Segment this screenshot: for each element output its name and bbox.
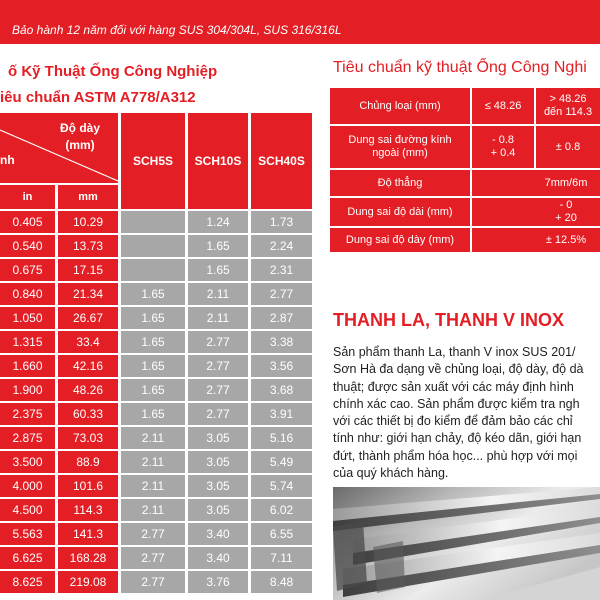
flat-bar-heading: THANH LA, THANH V INOX bbox=[333, 310, 564, 330]
straightness-value-cell bbox=[472, 170, 600, 196]
sch40s-cell: 2.87 bbox=[251, 307, 312, 329]
type-large-value-line1: > 48.26 bbox=[549, 93, 587, 105]
mm-subheader: mm bbox=[58, 185, 118, 209]
thickness-value-cell bbox=[472, 228, 600, 252]
warranty-text: Bảo hành 12 năm đối với hàng SUS 304/304L, SUS 316/316L bbox=[12, 23, 342, 37]
sch40s-cell: 6.02 bbox=[251, 499, 312, 521]
sch5s-cell: 1.65 bbox=[121, 283, 185, 305]
size-mm-cell: 73.03 bbox=[58, 427, 118, 449]
size-inch-cell: 4.500 bbox=[0, 499, 55, 521]
sch5s-header: SCH5S bbox=[121, 113, 185, 209]
inch-subheader: in bbox=[0, 185, 55, 209]
sch40s-cell: 6.55 bbox=[251, 523, 312, 545]
sch10s-cell: 3.40 bbox=[188, 523, 248, 545]
size-mm-cell: 42.16 bbox=[58, 355, 118, 377]
flat-bar-description bbox=[333, 344, 600, 482]
sch40s-cell: 3.38 bbox=[251, 331, 312, 353]
type-label-cell bbox=[330, 88, 470, 124]
sch5s-cell: 2.77 bbox=[121, 523, 185, 545]
sch10s-cell: 1.65 bbox=[188, 259, 248, 281]
sch40s-cell: 5.74 bbox=[251, 475, 312, 497]
size-mm-cell: 13.73 bbox=[58, 235, 118, 257]
size-mm-cell: 114.3 bbox=[58, 499, 118, 521]
sch40s-cell: 1.73 bbox=[251, 211, 312, 233]
size-inch-cell: 3.500 bbox=[0, 451, 55, 473]
steel-angle-bars-image bbox=[333, 487, 600, 600]
description-line: Sơn Hà đa dạng về chủng loại, độ dày, độ dà bbox=[333, 362, 584, 377]
length-value-cell bbox=[472, 198, 600, 226]
sch40s-cell: 3.91 bbox=[251, 403, 312, 425]
length-value-minus: - 0 bbox=[559, 199, 573, 211]
sch40s-cell: 2.77 bbox=[251, 283, 312, 305]
sch40s-cell: 5.16 bbox=[251, 427, 312, 449]
od-label-cell bbox=[330, 126, 470, 168]
pipe-spec-table bbox=[0, 113, 312, 593]
sch10s-cell: 3.76 bbox=[188, 571, 248, 593]
size-header-label: nh bbox=[0, 153, 15, 167]
size-mm-cell: 21.34 bbox=[58, 283, 118, 305]
type-large-cell bbox=[536, 88, 600, 124]
sch5s-cell bbox=[121, 235, 185, 257]
description-line: Sản phẩm thanh La, thanh V inox SUS 201/ bbox=[333, 345, 576, 359]
description-line: đứt, thành phẩm hóa học... phù hợp với mọi bbox=[333, 448, 578, 463]
size-inch-cell: 6.625 bbox=[0, 547, 55, 569]
od-label-line2: ngoài (mm) bbox=[372, 147, 428, 159]
steel-bars-photo bbox=[333, 487, 600, 600]
sch10s-cell: 1.65 bbox=[188, 235, 248, 257]
sch10s-cell: 2.77 bbox=[188, 355, 248, 377]
od-large-cell bbox=[536, 126, 600, 168]
straightness-value: 7mm/6m bbox=[544, 176, 588, 189]
sch10s-cell: 3.05 bbox=[188, 451, 248, 473]
sch10s-cell: 1.24 bbox=[188, 211, 248, 233]
sch40s-cell: 8.48 bbox=[251, 571, 312, 593]
sch5s-cell: 2.77 bbox=[121, 571, 185, 593]
sch10s-cell: 2.11 bbox=[188, 283, 248, 305]
thickness-header-label: Độ dày bbox=[59, 121, 100, 135]
size-mm-cell: 33.4 bbox=[58, 331, 118, 353]
size-mm-cell: 10.29 bbox=[58, 211, 118, 233]
description-line: của quý khách hàng. bbox=[333, 466, 449, 481]
steel-bar-end-shape bbox=[373, 541, 405, 593]
tolerance-heading: Tiêu chuẩn kỹ thuật Ống Công Nghi bbox=[333, 59, 587, 76]
type-label: Chủng loại (mm) bbox=[359, 99, 441, 112]
size-mm-cell: 60.33 bbox=[58, 403, 118, 425]
size-mm-cell: 168.28 bbox=[58, 547, 118, 569]
size-inch-cell: 0.405 bbox=[0, 211, 55, 233]
sch10s-cell: 3.05 bbox=[188, 475, 248, 497]
sch10s-cell: 3.05 bbox=[188, 499, 248, 521]
od-small-plus: + 0.4 bbox=[490, 147, 516, 159]
sch5s-cell bbox=[121, 211, 185, 233]
sch40s-cell: 2.31 bbox=[251, 259, 312, 281]
pipe-spec-heading: ố Kỹ Thuật Ống Công Nghiệp bbox=[8, 63, 218, 80]
sch10s-cell: 2.77 bbox=[188, 331, 248, 353]
size-mm-cell: 48.26 bbox=[58, 379, 118, 401]
sch5s-cell: 2.11 bbox=[121, 427, 185, 449]
size-inch-cell: 1.315 bbox=[0, 331, 55, 353]
sch10s-cell: 2.11 bbox=[188, 307, 248, 329]
type-small-cell bbox=[472, 88, 534, 124]
size-inch-cell: 0.840 bbox=[0, 283, 55, 305]
size-thickness-corner-header bbox=[0, 113, 118, 183]
size-inch-cell: 4.000 bbox=[0, 475, 55, 497]
straightness-label: Độ thẳng bbox=[377, 176, 423, 189]
size-mm-cell: 141.3 bbox=[58, 523, 118, 545]
description-line: chính xác cao. Sản phẩm được kiểm tra ngh bbox=[333, 396, 580, 411]
sch40s-cell: 3.68 bbox=[251, 379, 312, 401]
thickness-label-cell bbox=[330, 228, 470, 252]
size-inch-cell: 0.540 bbox=[0, 235, 55, 257]
thickness-value: ± 12.5% bbox=[545, 233, 587, 246]
sch5s-cell bbox=[121, 259, 185, 281]
straightness-label-cell bbox=[330, 170, 470, 196]
sch5s-cell: 1.65 bbox=[121, 403, 185, 425]
sch40s-cell: 5.49 bbox=[251, 451, 312, 473]
length-value-plus: + 20 bbox=[555, 212, 577, 224]
type-small-value: ≤ 48.26 bbox=[484, 99, 522, 112]
steel-bar-end-shape bbox=[333, 521, 367, 591]
sch5s-cell: 1.65 bbox=[121, 355, 185, 377]
sch5s-cell: 2.11 bbox=[121, 475, 185, 497]
sch40s-cell: 3.56 bbox=[251, 355, 312, 377]
warranty-banner bbox=[0, 0, 600, 44]
thickness-unit-label: (mm) bbox=[65, 138, 95, 152]
size-inch-cell: 8.625 bbox=[0, 571, 55, 593]
sch10s-cell: 3.05 bbox=[188, 427, 248, 449]
sch5s-cell: 1.65 bbox=[121, 379, 185, 401]
length-label-cell bbox=[330, 198, 470, 226]
size-mm-cell: 17.15 bbox=[58, 259, 118, 281]
od-label-line1: Dung sai đường kính bbox=[348, 134, 452, 146]
thickness-label: Dung sai độ dày (mm) bbox=[345, 233, 455, 246]
size-mm-cell: 26.67 bbox=[58, 307, 118, 329]
size-inch-cell: 2.875 bbox=[0, 427, 55, 449]
size-inch-cell: 1.660 bbox=[0, 355, 55, 377]
description-line: với các thiết bị đo kiểm để đảm bảo các chỉ bbox=[333, 414, 573, 429]
sch40s-cell: 7.11 bbox=[251, 547, 312, 569]
size-inch-cell: 2.375 bbox=[0, 403, 55, 425]
pipe-standard-heading: iêu chuẩn ASTM A778/A312 bbox=[0, 89, 196, 106]
sch10s-cell: 2.77 bbox=[188, 403, 248, 425]
size-mm-cell: 101.6 bbox=[58, 475, 118, 497]
sch5s-cell: 2.11 bbox=[121, 451, 185, 473]
sch10s-cell: 3.40 bbox=[188, 547, 248, 569]
size-mm-cell: 88.9 bbox=[58, 451, 118, 473]
size-mm-cell: 219.08 bbox=[58, 571, 118, 593]
sch10s-header: SCH10S bbox=[188, 113, 248, 209]
length-label: Dung sai độ dài (mm) bbox=[347, 205, 453, 218]
sch5s-cell: 1.65 bbox=[121, 331, 185, 353]
description-line: thuật; được sản xuất với các máy định hình bbox=[333, 379, 574, 394]
size-inch-cell: 1.900 bbox=[0, 379, 55, 401]
od-large-value: ± 0.8 bbox=[555, 140, 581, 153]
sch40s-header: SCH40S bbox=[251, 113, 312, 209]
sch5s-cell: 2.77 bbox=[121, 547, 185, 569]
description-line: tính như: giới hạn chảy, độ kéo dãn, giới hạn bbox=[333, 431, 582, 446]
size-inch-cell: 5.563 bbox=[0, 523, 55, 545]
sch40s-cell: 2.24 bbox=[251, 235, 312, 257]
od-small-minus: - 0.8 bbox=[491, 134, 514, 146]
size-inch-cell: 0.675 bbox=[0, 259, 55, 281]
tolerance-table bbox=[330, 88, 600, 252]
od-small-cell bbox=[472, 126, 534, 168]
sch5s-cell: 2.11 bbox=[121, 499, 185, 521]
sch5s-cell: 1.65 bbox=[121, 307, 185, 329]
size-inch-cell: 1.050 bbox=[0, 307, 55, 329]
type-large-value-line2: đến 114.3 bbox=[543, 106, 593, 118]
sch10s-cell: 2.77 bbox=[188, 379, 248, 401]
